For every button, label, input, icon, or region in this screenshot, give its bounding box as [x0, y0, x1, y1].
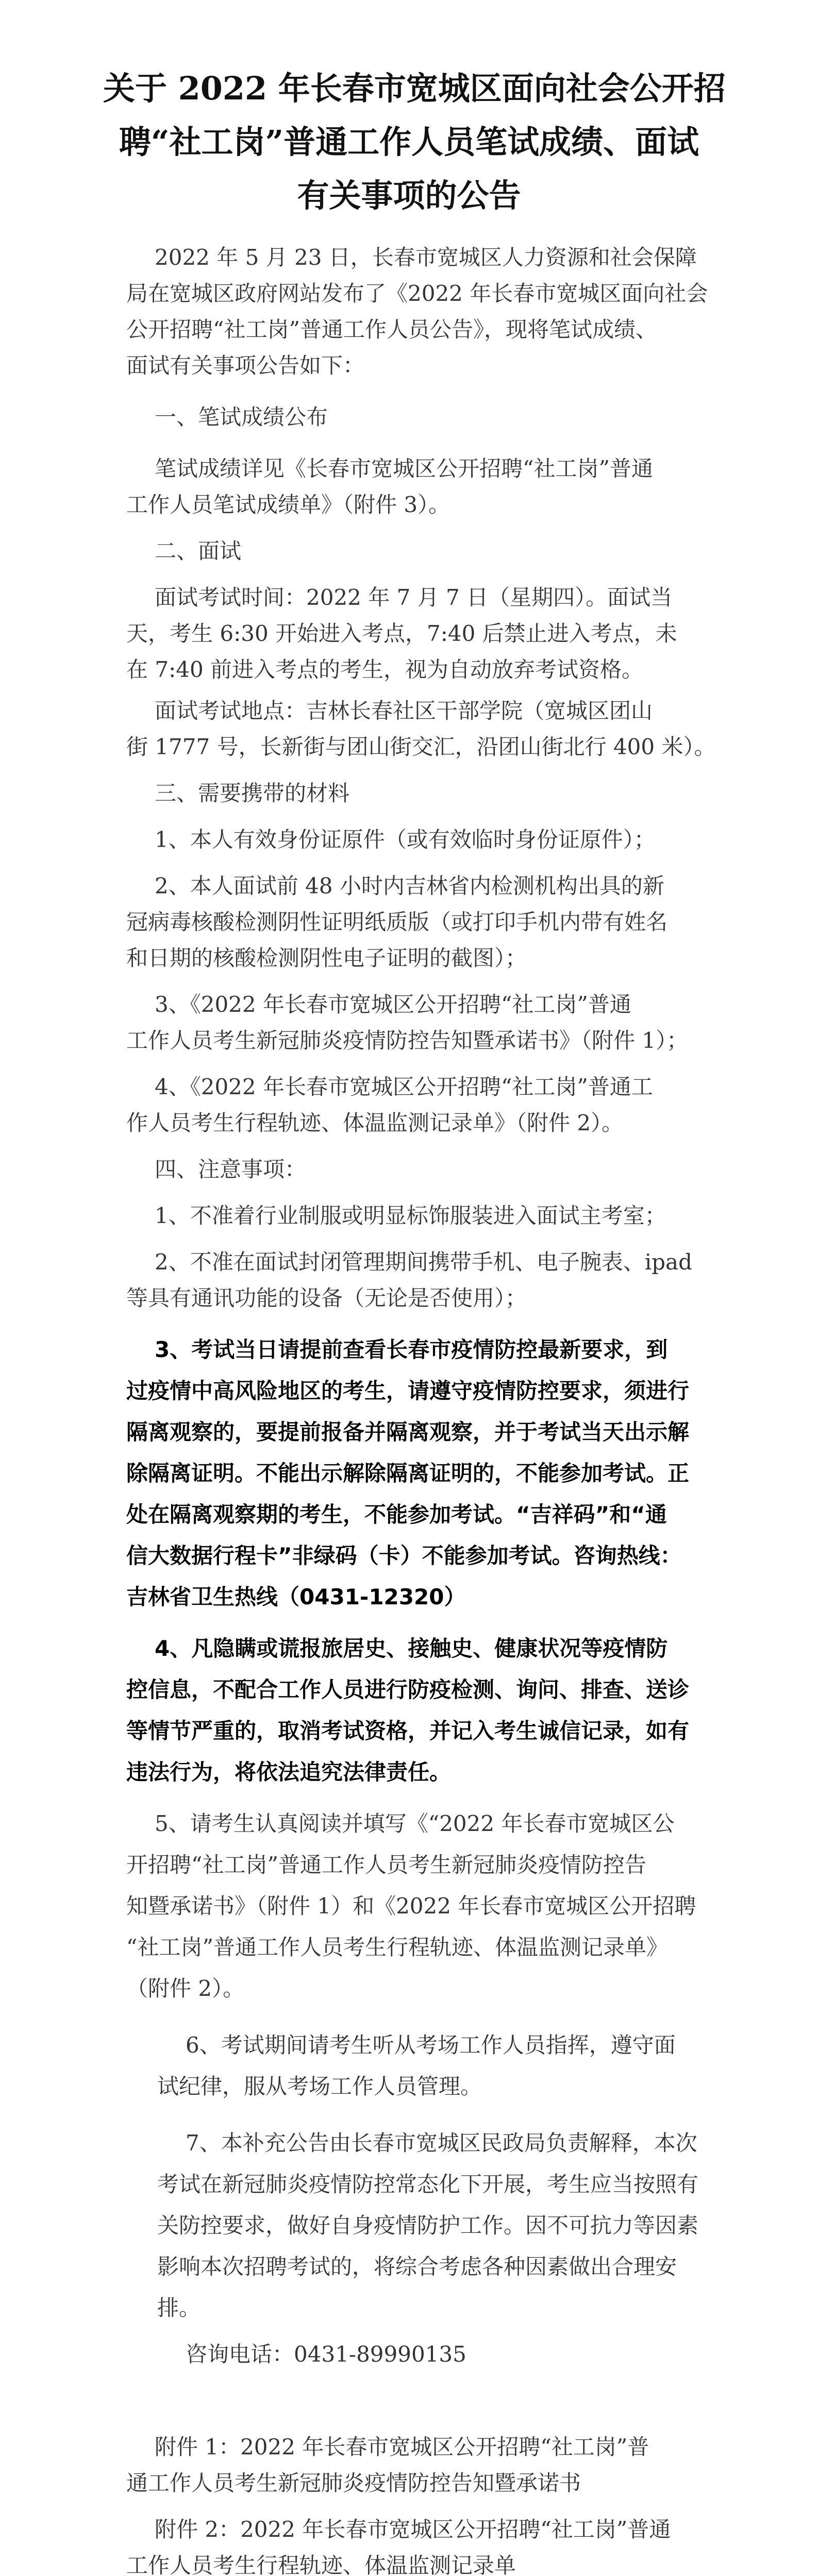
- body-line: 作人员考生行程轨迹、体温监测记录单》（附件 2）。: [126, 1110, 624, 1136]
- bold-line: 处在隔离观察期的考生，不能参加考试。“吉祥码”和“通: [126, 1502, 667, 1527]
- hotline-line: 吉林省卫生热线（0431-12320）: [126, 1584, 466, 1609]
- title-line: 关于 2022 年长春市宽城区面向社会公开招: [103, 70, 726, 107]
- body-line: 面试有关事项公告如下：: [126, 353, 365, 378]
- body-line: 1、不准着行业制服或明显标饰服装进入面试主考室；: [155, 1203, 666, 1228]
- body-line: 局在宽城区政府网站发布了《2022 年长春市宽城区面向社会: [126, 281, 708, 306]
- bold-line: 3、考试当日请提前查看长春市疫情防控最新要求，到: [155, 1337, 668, 1362]
- body-line: 4、《2022 年长春市宽城区公开招聘“社工岗”普通工: [155, 1074, 653, 1099]
- body-line: 面试考试地点：吉林长春社区干部学院（宽城区团山: [155, 698, 653, 723]
- body-line: 知暨承诺书》（附件 1）和《2022 年长春市宽城区公开招聘: [126, 1893, 696, 1919]
- body-line: 2、本人面试前 48 小时内吉林省内检测机构出具的新: [155, 873, 664, 899]
- attachment-line: 通工作人员考生新冠肺炎疫情防控告知暨承诺书: [126, 2470, 581, 2496]
- body-line: 6、考试期间请考生听从考场工作人员指挥，遵守面: [186, 2032, 676, 2058]
- title-line: 有关事项的公告: [297, 177, 521, 214]
- attachment-line: 附件 1：2022 年长春市宽城区公开招聘“社工岗”普: [155, 2434, 649, 2460]
- bold-line: 控信息，不配合工作人员进行防疫检测、询问、排查、送诊: [126, 1677, 690, 1702]
- body-line: 2、不准在面试封闭管理期间携带手机、电子腕表、ipad: [155, 1249, 692, 1275]
- body-line: 2022 年 5 月 23 日，长春市宽城区人力资源和社会保障: [155, 245, 697, 270]
- body-line: 面试考试时间：2022 年 7 月 7 日（星期四）。面试当: [155, 585, 673, 610]
- body-line: 工作人员考生新冠肺炎疫情防控告知暨承诺书》（附件 1）；: [126, 1028, 689, 1053]
- body-line: 在 7:40 前进入考点的考生，视为自动放弃考试资格。: [126, 657, 644, 682]
- bold-line: 信大数据行程卡”非绿码（卡）不能参加考试。咨询热线：: [126, 1543, 682, 1568]
- body-line: 公开招聘“社工岗”普通工作人员公告》，现将笔试成绩、: [126, 317, 657, 342]
- body-line: 排。: [157, 2295, 201, 2320]
- body-line: 3、《2022 年长春市宽城区公开招聘“社工岗”普通: [155, 992, 631, 1017]
- section-heading: 三、需要携带的材料: [155, 781, 350, 806]
- body-line: 1、本人有效身份证原件（或有效临时身份证原件）；: [155, 827, 656, 852]
- body-line: “社工岗”普通工作人员考生行程轨迹、体温监测记录单》: [126, 1935, 668, 1960]
- bold-line: 除隔离证明。不能出示解除隔离证明的，不能参加考试。正: [126, 1461, 690, 1486]
- attachment-line: 附件 2：2022 年长春市宽城区公开招聘“社工岗”普通: [155, 2517, 671, 2542]
- bold-line: 4、凡隐瞒或谎报旅居史、接触史、健康状况等疫情防: [155, 1636, 668, 1661]
- notice-title: [103, 62, 726, 223]
- body-line: 考试在新冠肺炎疫情防控常态化下开展，考生应当按照有: [157, 2172, 699, 2197]
- body-line: 7、本补充公告由长春市宽城区民政局负责解释，本次: [186, 2130, 697, 2156]
- body-line: 5、请考生认真阅读并填写《“2022 年长春市宽城区公: [155, 1811, 675, 1836]
- body-line: 和日期的核酸检测阴性电子证明的截图）；: [126, 945, 527, 971]
- body-line: 试纪律，服从考场工作人员管理。: [157, 2074, 482, 2099]
- bold-line: 过疫情中高风险地区的考生，请遵守疫情防控要求，须进行: [126, 1378, 690, 1403]
- bold-line: 隔离观察的，要提前报备并隔离观察，并于考试当天出示解: [126, 1419, 690, 1445]
- body-line: 天，考生 6:30 开始进入考点，7:40 后禁止进入考点，未: [126, 621, 677, 646]
- body-line: （附件 2）。: [126, 1976, 245, 2001]
- body-line: 冠病毒核酸检测阴性证明纸质版（或打印手机内带有姓名: [126, 909, 668, 935]
- body-line: 等具有通讯功能的设备（无论是否使用）；: [126, 1285, 527, 1311]
- body-line: 笔试成绩详见《长春市宽城区公开招聘“社工岗”普通: [155, 456, 653, 481]
- section-heading: 四、注意事项：: [155, 1157, 307, 1182]
- body-line: 影响本次招聘考试的，将综合考虑各种因素做出合理安: [157, 2254, 677, 2279]
- body-line: 街 1777 号，长新街与团山街交汇，沿团山街北行 400 米）。: [126, 734, 716, 759]
- section-heading: 一、笔试成绩公布: [155, 404, 328, 430]
- section-heading: 二、面试: [155, 538, 242, 564]
- bold-line: 违法行为，将依法追究法律责任。: [126, 1759, 452, 1785]
- phone-line: 咨询电话：0431-89990135: [186, 2342, 466, 2367]
- title-line: 聘“社工岗”普通工作人员笔试成绩、面试: [119, 123, 699, 161]
- bold-line: 等情节严重的，取消考试资格，并记入考生诚信记录，如有: [126, 1718, 690, 1743]
- attachment-line: 工作人员考生行程轨迹、体温监测记录单: [126, 2553, 516, 2576]
- body-line: 工作人员笔试成绩单》（附件 3）。: [126, 492, 450, 517]
- body-line: 关防控要求，做好自身疫情防护工作。因不可抗力等因素: [157, 2213, 699, 2238]
- body-line: 开招聘“社工岗”普通工作人员考生新冠肺炎疫情防控告: [126, 1852, 646, 1877]
